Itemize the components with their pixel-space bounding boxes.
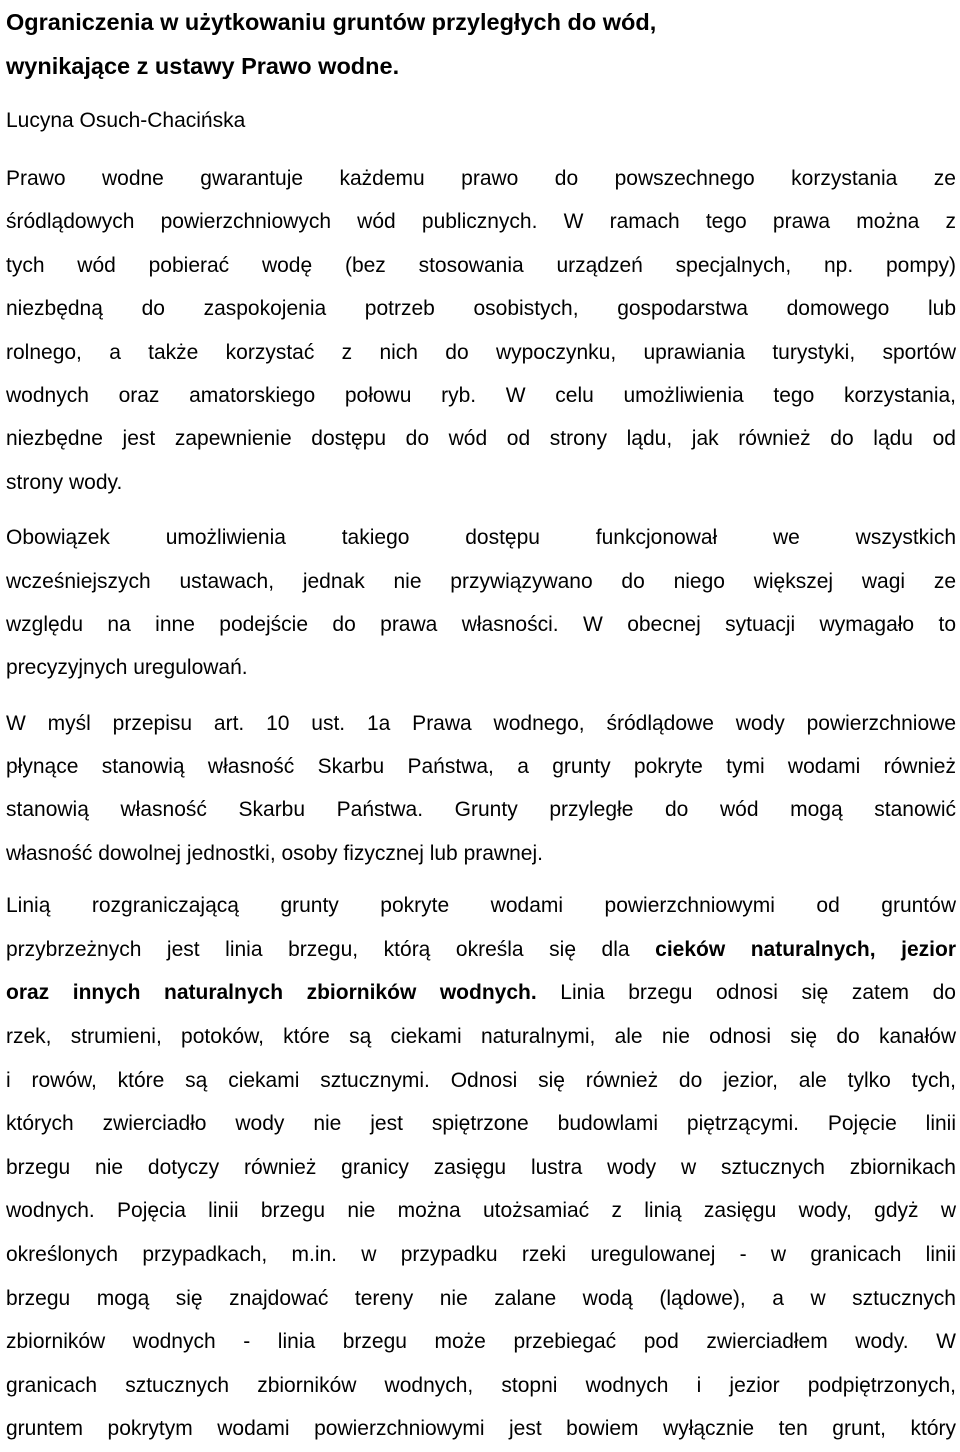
paragraph-line: zbiorników wodnych - linia brzegu może przebiegać pod zwierciadłem wody. W [6, 1330, 956, 1354]
document-title [6, 0, 956, 88]
plain-text: Linia brzegu odnosi się zatem do [536, 981, 956, 1005]
paragraph-line: wcześniejszych ustawach, jednak nie przywiązywano do niego większej wagi ze [6, 569, 956, 593]
paragraph-line: określonych przypadkach, m.in. w przypadku rzeki uregulowanej - w granicach linii [6, 1243, 956, 1266]
paragraph-line: strony wody. [6, 470, 123, 494]
paragraph-line: Linią rozgraniczającą grunty pokryte wodami powierzchniowymi od gruntów [6, 894, 956, 918]
paragraph-4 [6, 884, 956, 1451]
title-line-2: wynikające z ustawy Prawo wodne. [6, 53, 400, 79]
paragraph-line: których zwierciadło wody nie jest spiętrzone budowlami piętrzącymi. Pojęcie linii [6, 1112, 956, 1136]
paragraph-line: własność dowolnej jednostki, osoby fizycznej lub prawnej. [6, 841, 543, 865]
bold-text: cieków naturalnych, jezior [655, 937, 956, 961]
paragraph-line: śródlądowych powierzchniowych wód publicznych. W ramach tego prawa można z [6, 210, 956, 234]
paragraph-line: rzek, strumieni, potoków, które są ciekami naturalnymi, ale nie odnosi się do kanałów [6, 1025, 956, 1049]
paragraph-line: gruntem pokrytym wodami powierzchniowymi jest bowiem wyłącznie ten grunt, który [6, 1417, 956, 1441]
paragraph-1 [6, 157, 956, 504]
paragraph-2 [6, 516, 956, 690]
paragraph-line: niezbędną do zaspokojenia potrzeb osobistych, gospodarstwa domowego lub [6, 297, 956, 321]
paragraph-line: brzegu nie dotyczy również granicy zasięgu lustra wody w sztucznych zbiornikach [6, 1155, 956, 1179]
paragraph-line: W myśl przepisu art. 10 ust. 1a Prawa wodnego, śródlądowe wody powierzchniowe [6, 711, 956, 735]
bold-text: oraz innych naturalnych zbiorników wodnych. [6, 981, 537, 1005]
paragraph-line: i rowów, które są ciekami sztucznymi. Odnosi się również do jezior, ale tylko tych, [6, 1068, 956, 1092]
paragraph-line: stanowią własność Skarbu Państwa. Grunty przyległe do wód mogą stanowić [6, 798, 956, 822]
paragraph-line: wodnych oraz amatorskiego połowu ryb. W celu umożliwienia tego korzystania, [6, 383, 956, 407]
paragraph-line: precyzyjnych uregulowań. [6, 656, 248, 680]
title-line-1: Ograniczenia w użytkowaniu gruntów przyległych do wód, [6, 9, 657, 35]
paragraph-line: Obowiązek umożliwienia takiego dostępu funkcjonował we wszystkich [6, 526, 956, 550]
paragraph-line: wodnych. Pojęcia linii brzegu nie można utożsamiać z linią zasięgu wody, gdyż w [6, 1199, 956, 1223]
paragraph-line: rolnego, a także korzystać z nich do wypoczynku, uprawiania turystyki, sportów [6, 340, 956, 364]
paragraph-3 [6, 702, 956, 876]
paragraph-line-mixed [6, 928, 956, 972]
author-name: Lucyna Osuch-Chacińska [6, 109, 246, 132]
paragraph-line-mixed [6, 971, 956, 1015]
paragraph-line: brzegu mogą się znajdować tereny nie zalane wodą (lądowe), a w sztucznych [6, 1286, 956, 1310]
plain-text: przybrzeżnych jest linia brzegu, którą określa się dla [6, 937, 656, 961]
paragraph-line: względu na inne podejście do prawa własności. W obecnej sytuacji wymagało to [6, 612, 956, 636]
paragraph-line: tych wód pobierać wodę (bez stosowania urządzeń specjalnych, np. pompy) [6, 253, 956, 277]
paragraph-line: niezbędne jest zapewnienie dostępu do wód od strony lądu, jak również do lądu od [6, 427, 956, 451]
paragraph-line: Prawo wodne gwarantuje każdemu prawo do powszechnego korzystania ze [6, 167, 956, 190]
paragraph-line: płynące stanowią własność Skarbu Państwa, a grunty pokryte tymi wodami również [6, 755, 956, 779]
paragraph-line: granicach sztucznych zbiorników wodnych, stopni wodnych i jezior podpiętrzonych, [6, 1373, 956, 1397]
